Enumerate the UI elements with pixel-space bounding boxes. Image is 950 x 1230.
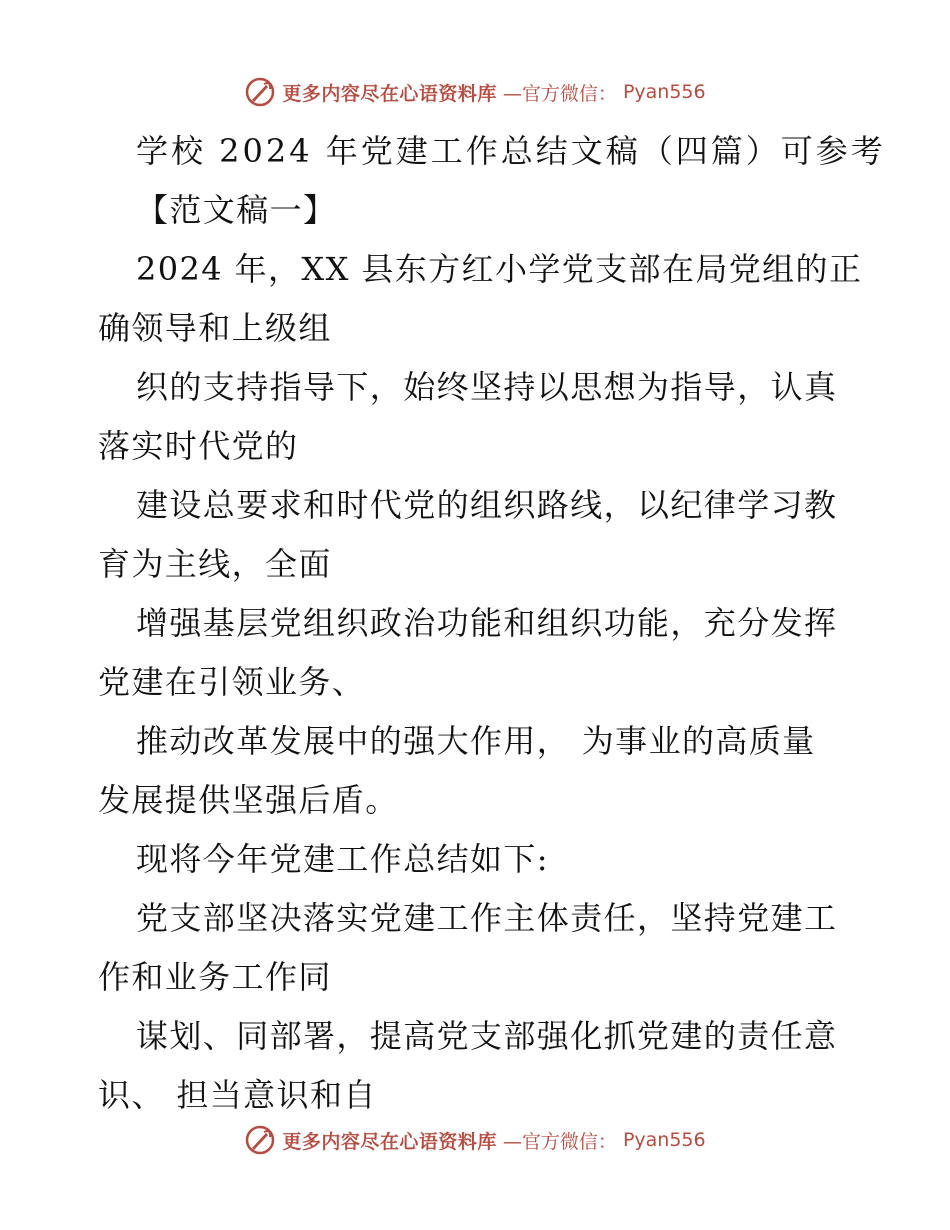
quill-logo-icon (244, 76, 276, 108)
paragraph-line: 建设总要求和时代党的组织路线，以纪律学习教 (136, 486, 838, 524)
watermark-text: 更多内容尽在心语资料库 (282, 82, 497, 105)
paragraph-line: 谋划、同部署，提高党支部强化抓党建的责任意 (136, 1017, 838, 1055)
paragraph-line: 发展提供坚强后盾。 (98, 781, 399, 819)
watermark-footer (0, 1120, 950, 1160)
section-heading: 【范文稿一】 (136, 191, 337, 229)
paragraph-line: 党支部坚决落实党建工作主体责任，坚持党建工 (136, 899, 838, 937)
paragraph-line: 识、 担当意识和自 (98, 1076, 377, 1114)
watermark-text: 更多内容尽在心语资料库 (282, 1130, 497, 1153)
paragraph-line: 党建在引领业务、 (98, 663, 366, 701)
document-body (98, 122, 886, 1125)
watermark-account: Pyan556 (622, 81, 706, 103)
watermark-account: Pyan556 (622, 1129, 706, 1151)
quill-logo-icon (244, 1124, 276, 1156)
paragraph-line: 育为主线，全面 (98, 545, 332, 583)
paragraph-line: 落实时代党的 (98, 427, 299, 465)
paragraph-line: 织的支持指导下，始终坚持以思想为指导，认真 (136, 368, 838, 406)
paragraph-line: 作和业务工作同 (98, 958, 332, 996)
watermark-header (0, 72, 950, 112)
paragraph-line: 2024 年，XX 县东方红小学党支部在局党组的正 (136, 250, 863, 288)
paragraph-line: 确领导和上级组 (98, 309, 332, 347)
document-title: 学校 2024 年党建工作总结文稿（四篇）可参考 (136, 132, 886, 170)
watermark-separator: —官方微信： (502, 82, 617, 105)
paragraph-line: 现将今年党建工作总结如下: (136, 840, 549, 878)
paragraph-line: 推动改革发展中的强大作用， 为事业的高质量 (136, 722, 816, 760)
watermark-separator: —官方微信： (502, 1130, 617, 1153)
paragraph-line: 增强基层党组织政治功能和组织功能，充分发挥 (136, 604, 838, 642)
